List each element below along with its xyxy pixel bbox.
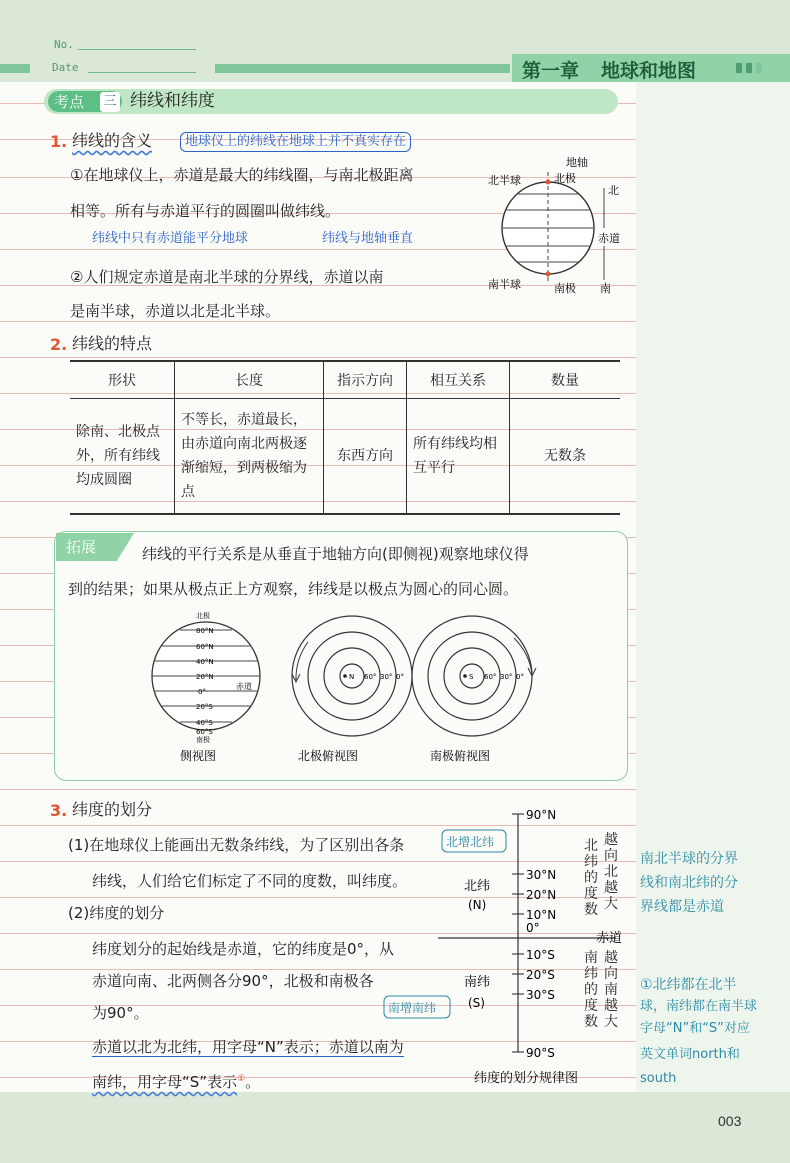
callout1-line3: 界线都是赤道 xyxy=(640,899,724,915)
callout2-line5: south xyxy=(640,1071,677,1086)
north-ring-60: 60° xyxy=(364,673,377,681)
globe-views-diagram xyxy=(140,608,610,770)
page-number: 003 xyxy=(718,1113,742,1129)
latitude-features-table xyxy=(70,360,620,515)
callout2-line1: ①北纬都在北半 xyxy=(640,977,737,993)
date-line xyxy=(88,72,196,73)
tick-20s: 20°S xyxy=(526,968,555,982)
note-perpendicular: 纬线与地轴垂直 xyxy=(322,231,414,246)
label-north-latitude: 北纬 xyxy=(464,879,491,894)
vertical-north-trend: 越向北越大 xyxy=(604,832,618,912)
south-ring-0: 0° xyxy=(516,673,524,681)
footnote-mark: ① xyxy=(237,1074,246,1084)
south-polar-view xyxy=(412,616,536,763)
section-3-heading: 纬度的划分 xyxy=(72,800,153,819)
callout2-line3: 字母“N”和“S”对应 xyxy=(640,1021,750,1036)
topic-title: 纬线和纬度 xyxy=(130,91,215,111)
side-label-80n: 80°N xyxy=(196,627,214,635)
callout2-line4: 英文单词north和 xyxy=(640,1047,740,1062)
side-label-60s: 60°S xyxy=(196,728,213,736)
col-relation: 相互关系 xyxy=(407,361,510,399)
cell-relation: 所有纬线均相互平行 xyxy=(407,399,510,515)
chapter-title: 地球和地图 xyxy=(601,59,697,82)
north-polar-view xyxy=(292,616,412,763)
cell-count: 无数条 xyxy=(510,399,621,515)
label-scale-equator: 赤道 xyxy=(596,931,623,946)
section-2-heading: 纬线的特点 xyxy=(72,334,153,353)
topic-tag-label: 考点 xyxy=(54,93,85,111)
s1-p2-line2: 是南半球，赤道以北是北半球。 xyxy=(70,302,281,320)
south-ring-60: 60° xyxy=(484,673,497,681)
tick-10s: 10°S xyxy=(526,948,555,962)
s3-p1-line2: 纬线，人们给它们标定了不同的度数，叫纬度。 xyxy=(92,872,408,890)
s3-p4-line2: 南纬，用字母“S”表示 xyxy=(92,1073,238,1091)
deco-square xyxy=(756,63,762,73)
s3-p2: (2)纬度的划分 xyxy=(68,904,165,922)
label-north-letter: (N) xyxy=(468,898,487,912)
side-label-40n: 40°N xyxy=(196,658,214,666)
tick-30n: 30°N xyxy=(526,868,557,882)
s3-p3-line2: 赤道向南、北两侧各分90°，北极和南极各 xyxy=(92,972,374,990)
label-south-latitude: 南纬 xyxy=(464,975,491,990)
cell-length: 不等长，赤道最长，由赤道向南北两极逐渐缩短，到两极缩为点 xyxy=(175,399,324,515)
s3-p3-line1: 纬度划分的起始线是赤道，它的纬度是0°，从 xyxy=(92,940,395,958)
label-equator: 赤道 xyxy=(598,232,620,245)
tick-90n: 90°N xyxy=(526,808,557,822)
caption-scale: 纬度的划分规律图 xyxy=(474,1071,579,1086)
caption-north-view: 北极俯视图 xyxy=(298,749,359,763)
col-shape: 形状 xyxy=(70,361,175,399)
extension-line2: 到的结果；如果从极点正上方观察，纬线是以极点为圆心的同心圆。 xyxy=(68,580,519,598)
col-length: 长度 xyxy=(175,361,324,399)
col-direction: 指示方向 xyxy=(324,361,407,399)
date-label: Date xyxy=(52,61,79,74)
s3-p1-line1: (1)在地球仪上能画出无数条纬线，为了区别出各条 xyxy=(68,836,405,854)
tick-0: 0° xyxy=(526,921,540,935)
tick-10n: 10°N xyxy=(526,908,557,922)
vertical-north-degree: 北纬的度数 xyxy=(584,838,598,918)
no-line xyxy=(78,49,196,50)
label-north-pole: 北极 xyxy=(554,172,576,185)
side-label-20n: 20°N xyxy=(196,673,214,681)
s3-p3-line3: 为90°。 xyxy=(92,1004,149,1022)
side-label-0: 0° xyxy=(198,688,206,696)
extension-tag-label: 拓展 xyxy=(66,538,97,556)
tick-90s: 90°S xyxy=(526,1046,555,1060)
side-label-40s: 40°S xyxy=(196,719,213,727)
vertical-south-degree: 南纬的度数 xyxy=(584,950,598,1030)
label-north-hemisphere: 北半球 xyxy=(488,174,521,187)
label-north-increase: 北增北纬 xyxy=(446,835,495,849)
north-ring-30: 30° xyxy=(380,673,393,681)
callout1-line2: 线和南北纬的分 xyxy=(640,875,738,891)
tick-30s: 30°S xyxy=(526,988,555,1002)
south-ring-30: 30° xyxy=(500,673,513,681)
label-north: 北 xyxy=(608,184,619,197)
cell-direction: 东西方向 xyxy=(324,399,407,515)
side-label-20s: 20°S xyxy=(196,703,213,711)
side-margin xyxy=(636,82,790,1092)
section-3-number: 3. xyxy=(50,801,68,820)
section-2-number: 2. xyxy=(50,335,68,354)
side-label-south-pole: 南极 xyxy=(196,736,210,744)
label-south-pole: 南极 xyxy=(554,282,576,295)
extension-line1: 纬线的平行关系是从垂直于地轴方向(即侧视)观察地球仪得 xyxy=(142,545,529,563)
header-bar-mid xyxy=(215,64,510,73)
side-view-globe xyxy=(152,611,260,763)
globe-latitude-diagram xyxy=(480,150,630,300)
label-south-letter: (S) xyxy=(468,996,485,1010)
s1-p1-line1: ①在地球仪上，赤道是最大的纬线圈，与南北极距离 xyxy=(70,166,414,184)
north-center-label: N xyxy=(349,673,355,681)
s1-p2-line1: ②人们规定赤道是南北半球的分界线，赤道以南 xyxy=(70,268,384,286)
s3-p4-end: 。 xyxy=(245,1073,261,1091)
label-south-hemisphere: 南半球 xyxy=(488,278,521,291)
topic-number: 三 xyxy=(100,92,120,112)
caption-side-view: 侧视图 xyxy=(180,749,217,763)
label-south: 南 xyxy=(600,282,611,295)
s3-p4-line2-wrap xyxy=(92,1070,260,1091)
vertical-south-trend: 越向南越大 xyxy=(604,950,618,1030)
note-equator-halves: 纬线中只有赤道能平分地球 xyxy=(92,231,249,246)
label-south-increase: 南增南纬 xyxy=(388,1001,437,1015)
north-ring-0: 0° xyxy=(396,673,404,681)
col-count: 数量 xyxy=(510,361,621,399)
cell-shape: 除南、北极点外，所有纬线均成圆圈 xyxy=(70,399,175,515)
label-axis: 地轴 xyxy=(566,156,588,169)
caption-south-view: 南极俯视图 xyxy=(430,749,491,763)
s3-p4-line1: 赤道以北为北纬，用字母“N”表示；赤道以南为 xyxy=(92,1038,404,1056)
callout1-line1: 南北半球的分界 xyxy=(640,851,738,867)
south-center-label: S xyxy=(469,673,474,681)
header-bar-left xyxy=(0,64,30,73)
section-1-number: 1. xyxy=(50,132,68,151)
tick-20n: 20°N xyxy=(526,888,557,902)
side-label-60n: 60°N xyxy=(196,643,214,651)
chapter-number: 第一章 xyxy=(522,59,580,82)
section-1-heading: 纬线的含义 xyxy=(72,131,153,150)
note-not-real: 地球仪上的纬线在地球上并不真实存在 xyxy=(180,132,411,152)
deco-square xyxy=(736,63,742,73)
callout2-line2: 球，南纬都在南半球 xyxy=(640,999,758,1014)
side-label-equator: 赤道 xyxy=(236,682,252,691)
no-label: No. xyxy=(54,38,74,51)
s1-p1-line2: 相等。所有与赤道平行的圆圈叫做纬线。 xyxy=(70,202,341,220)
deco-square xyxy=(746,63,752,73)
side-label-north-pole: 北极 xyxy=(196,612,210,620)
